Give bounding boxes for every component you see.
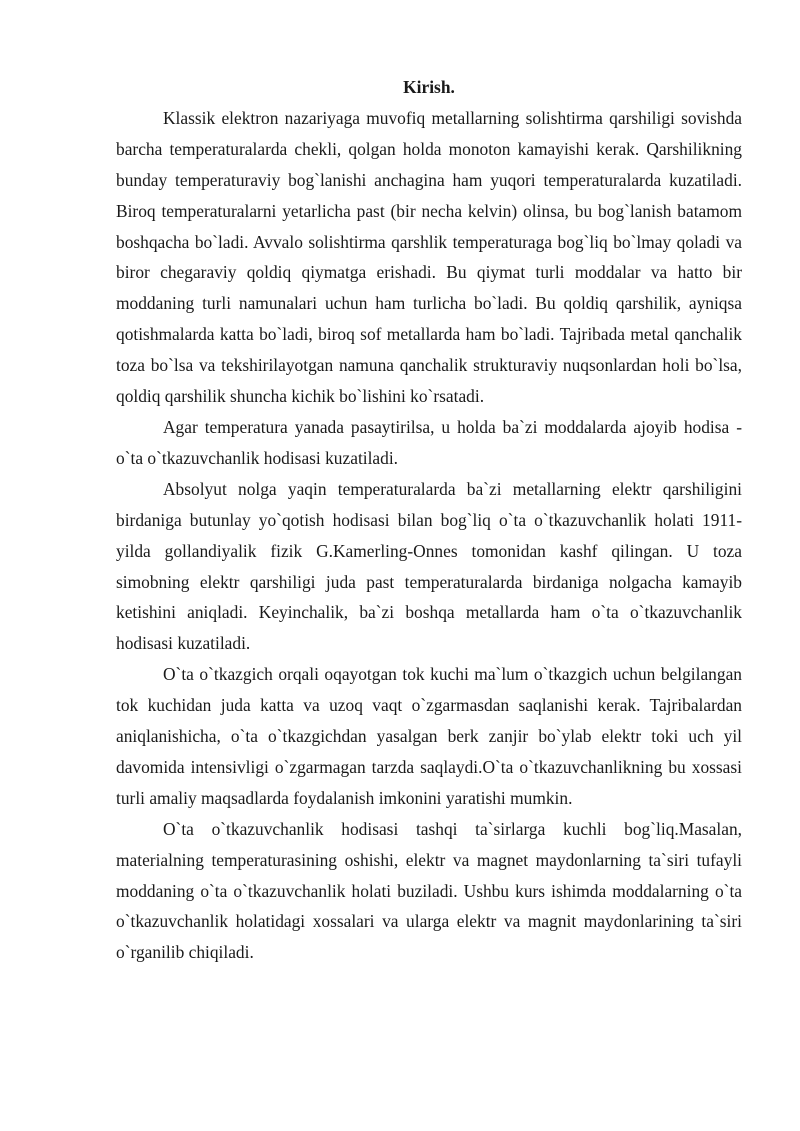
paragraph-4: O`ta o`tkazgich orqali oqayotgan tok kuchi ma`lum o`tkazgich uchun belgilangan tok kuchidan juda katta va uzoq vaqt o`zgarmasdan saqlanishi kerak. Tajribalardan aniqlanishicha, o`ta o`tkazgichdan yasalgan berk zanjir bo`ylab elektr toki uch yil davomida intensivligi o`zgarmagan tarzda saqlaydi.O`ta o`tkazuvchanlikning bu xossasi turli amaliy maqsadlarda foydalanish imkonini yaratishi mumkin.	[116, 664, 742, 808]
paragraph-2: Agar temperatura yanada pasaytirilsa, u holda ba`zi moddalarda ajoyib hodisa - o`ta o`tkazuvchanlik hodisasi kuzatiladi.	[116, 416, 742, 468]
document-body	[116, 72, 742, 968]
section-title: Kirish.	[403, 77, 455, 97]
paragraph-5: O`ta o`tkazuvchanlik hodisasi tashqi ta`sirlarga kuchli bog`liq.Masalan, materialning temperaturasining oshishi, elektr va magnet maydonlarning ta`siri tufayli moddaning o`ta o`tkazuvchanlik holati buziladi. Ushbu kurs ishimda moddalarning o`ta o`tkazuvchanlik holatidagi xossalari va ularga elektr va magnit maydonlarining ta`siri o`rganilib chiqiladi.	[116, 818, 742, 963]
paragraph-3: Absolyut nolga yaqin temperaturalarda ba`zi metallarning elektr qarshiligini birdaniga butunlay yo`qotish hodisasi bilan bog`liq o`ta o`tkazuvchanlik holati 1911-yilda gollandiyalik fizik G.Kamerling-Onnes tomonidan kashf qilingan. U toza simobning elektr qarshiligi juda past temperaturalarda birdaniga nolgacha kamayib ketishini aniqladi. Keyinchalik, ba`zi boshqa metallarda ham o`ta o`tkazuvchanlik hodisasi kuzatiladi.	[116, 478, 742, 654]
paragraph-1: Klassik elektron nazariyaga muvofiq metallarning solishtirma qarshiligi sovishda barcha temperaturalarda chekli, qolgan holda monoton kamayishi kerak. Qarshilikning bunday temperaturaviy bog`lanishi anchagina ham yuqori temperaturalarda kuzatiladi. Biroq temperaturalarni yetarlicha past (bir necha kelvin) olinsa, bu bog`lanish batamom boshqacha bo`ladi. Avvalo solishtirma qarshlik temperaturaga bog`liq bo`lmay qoladi va biror chegaraviy qoldiq qiymatga erishadi. Bu qiymat turli moddalar va hatto bir moddaning turli namunalari uchun ham turlicha bo`ladi. Bu qoldiq qarshilik, ayniqsa qotishmalarda katta bo`ladi, biroq sof metallarda ham bo`ladi. Tajribada metal qanchalik toza bo`lsa va tekshirilayotgan namuna qanchalik strukturaviy nuqsonlardan holi bo`lsa, qoldiq qarshilik shuncha kichik bo`lishini ko`rsatadi.	[116, 107, 742, 407]
